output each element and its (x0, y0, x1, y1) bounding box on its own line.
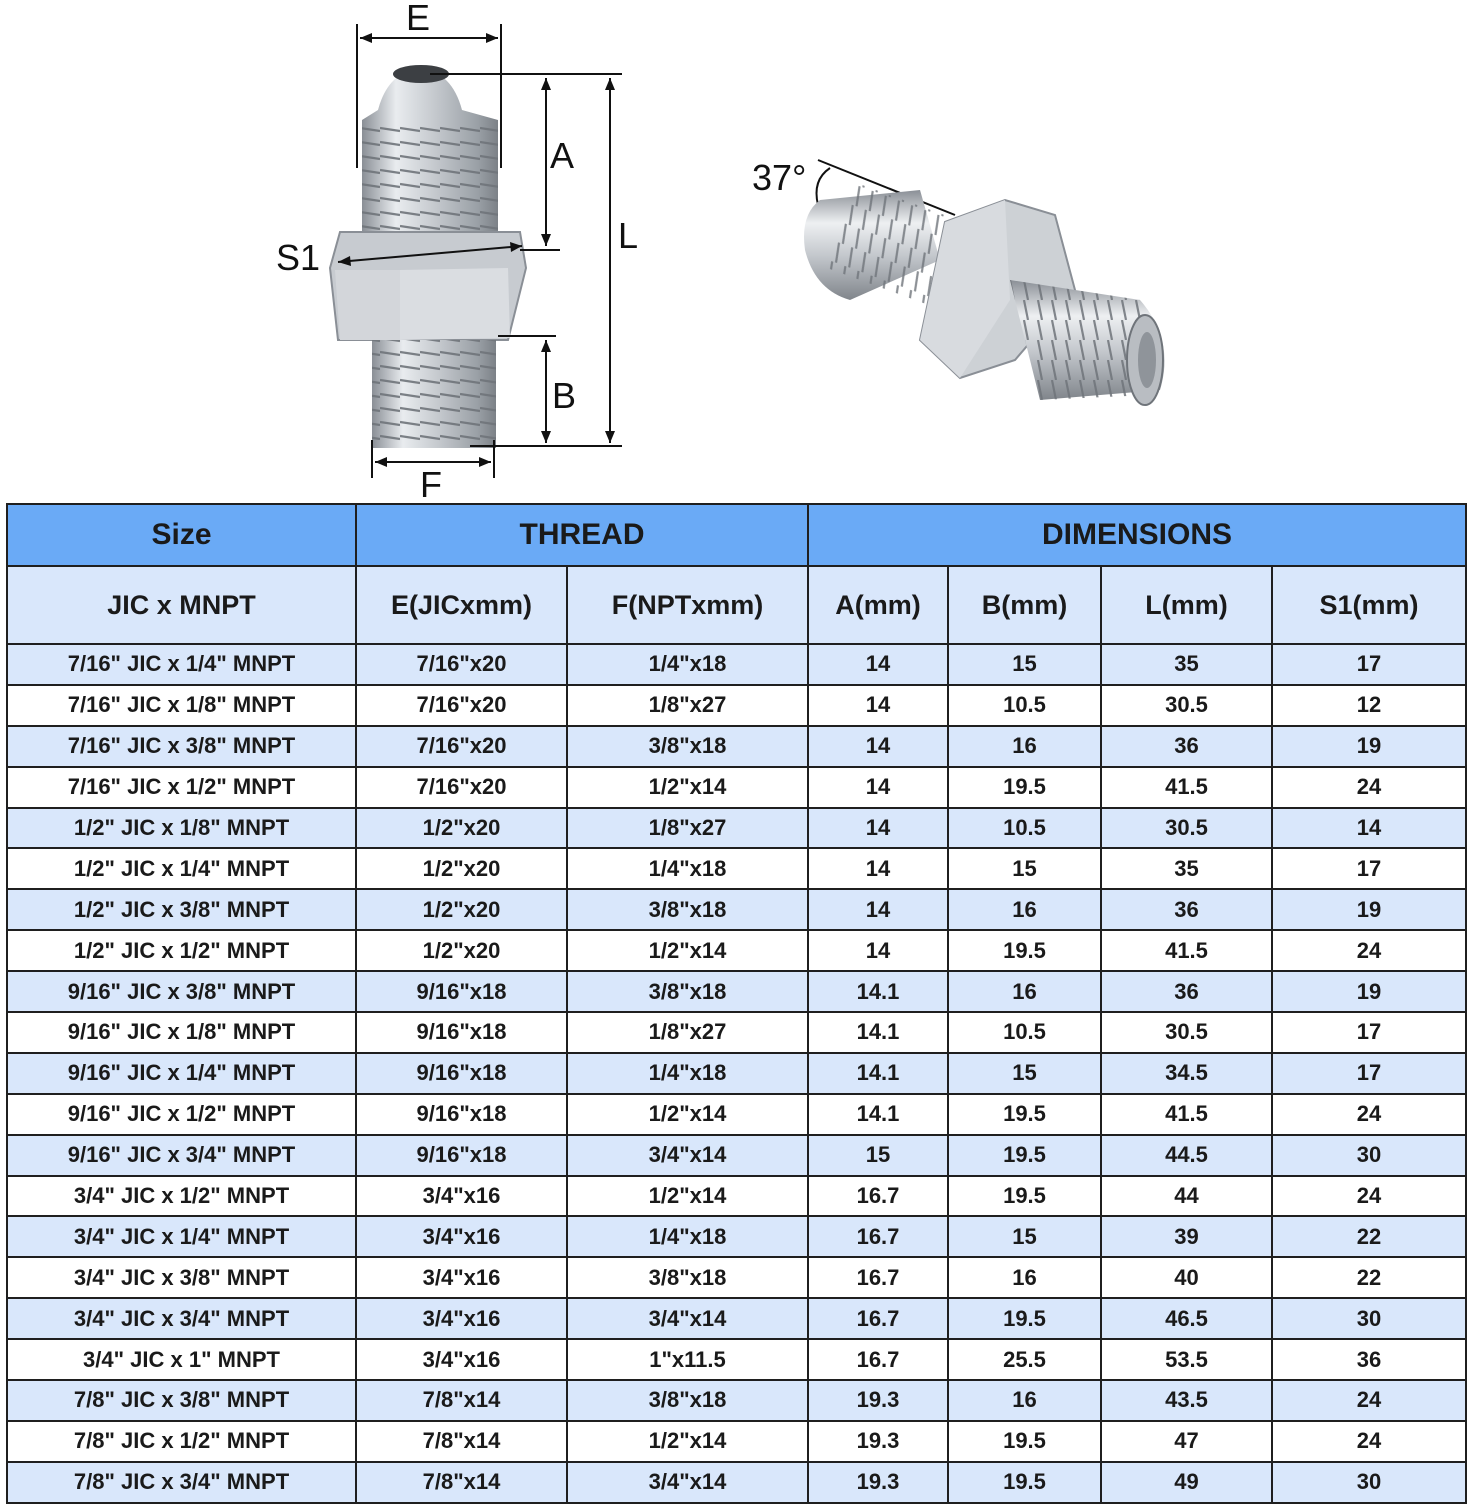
table-cell: 19 (1272, 889, 1466, 930)
table-cell: 1/2" JIC x 1/4" MNPT (7, 848, 356, 889)
table-cell: 19.5 (948, 1135, 1101, 1176)
table-cell: 1/2"x20 (356, 889, 567, 930)
table-cell: 14 (808, 848, 948, 889)
table-cell: 9/16"x18 (356, 971, 567, 1012)
table-cell: 15 (948, 644, 1101, 685)
table-row (7, 1298, 1466, 1339)
table-cell: 3/4"x16 (356, 1298, 567, 1339)
table-cell: 19.5 (948, 1176, 1101, 1217)
table-cell: 7/8"x14 (356, 1462, 567, 1503)
column-header: L(mm) (1101, 566, 1272, 644)
table-cell: 16.7 (808, 1176, 948, 1217)
table-row (7, 685, 1466, 726)
table-cell: 16.7 (808, 1216, 948, 1257)
column-header: S1(mm) (1272, 566, 1466, 644)
table-cell: 16.7 (808, 1339, 948, 1380)
table-cell: 17 (1272, 1053, 1466, 1094)
table-cell: 7/16" JIC x 1/2" MNPT (7, 767, 356, 808)
table-cell: 7/16"x20 (356, 644, 567, 685)
table-cell: 19.3 (808, 1380, 948, 1421)
table-cell: 7/8" JIC x 3/4" MNPT (7, 1462, 356, 1503)
label-E: E (406, 0, 431, 38)
table-cell: 19.5 (948, 1094, 1101, 1135)
table-row (7, 1380, 1466, 1421)
table-cell: 7/16"x20 (356, 685, 567, 726)
table-cell: 3/4"x14 (567, 1298, 808, 1339)
table-cell: 24 (1272, 1176, 1466, 1217)
table-cell: 9/16" JIC x 1/4" MNPT (7, 1053, 356, 1094)
table-cell: 1/2"x14 (567, 1094, 808, 1135)
table-cell: 24 (1272, 1094, 1466, 1135)
table-cell: 1/4"x18 (567, 1216, 808, 1257)
table-cell: 19 (1272, 726, 1466, 767)
table-cell: 1/4"x18 (567, 644, 808, 685)
table-cell: 19.3 (808, 1421, 948, 1462)
table-cell: 3/4"x14 (567, 1462, 808, 1503)
group-header-row (7, 504, 1466, 566)
table-cell: 1"x11.5 (567, 1339, 808, 1380)
dimensions-group-header: DIMENSIONS (808, 504, 1466, 566)
table-cell: 3/4"x16 (356, 1257, 567, 1298)
table-cell: 14 (808, 930, 948, 971)
table-cell: 44.5 (1101, 1135, 1272, 1176)
table-cell: 1/2" JIC x 1/8" MNPT (7, 808, 356, 849)
table-cell: 9/16"x18 (356, 1094, 567, 1135)
table-cell: 3/4" JIC x 3/8" MNPT (7, 1257, 356, 1298)
table-cell: 36 (1101, 889, 1272, 930)
table-cell: 24 (1272, 767, 1466, 808)
table-cell: 17 (1272, 644, 1466, 685)
fitting-diagram (0, 0, 1471, 500)
table-cell: 30 (1272, 1462, 1466, 1503)
table-cell: 1/8"x27 (567, 685, 808, 726)
label-L: L (618, 215, 639, 256)
table-cell: 14.1 (808, 971, 948, 1012)
table-cell: 19 (1272, 971, 1466, 1012)
table-cell: 7/16" JIC x 1/4" MNPT (7, 644, 356, 685)
table-cell: 16 (948, 889, 1101, 930)
fitting-drawing (0, 0, 1471, 500)
table-cell: 53.5 (1101, 1339, 1272, 1380)
table-row (7, 808, 1466, 849)
table-cell: 12 (1272, 685, 1466, 726)
table-cell: 44 (1101, 1176, 1272, 1217)
table-cell: 19.5 (948, 1421, 1101, 1462)
label-angle: 37° (752, 157, 807, 198)
label-S1: S1 (276, 237, 321, 278)
table-cell: 7/8" JIC x 1/2" MNPT (7, 1421, 356, 1462)
table-cell: 15 (948, 1053, 1101, 1094)
table-cell: 15 (948, 1216, 1101, 1257)
table-body (7, 644, 1466, 1503)
column-header: JIC x MNPT (7, 566, 356, 644)
table-cell: 9/16"x18 (356, 1012, 567, 1053)
table-cell: 3/4" JIC x 1/4" MNPT (7, 1216, 356, 1257)
table-cell: 16.7 (808, 1298, 948, 1339)
table-row (7, 644, 1466, 685)
table-cell: 14.1 (808, 1012, 948, 1053)
table-row (7, 1176, 1466, 1217)
table-row (7, 971, 1466, 1012)
table-row (7, 1216, 1466, 1257)
table-row (7, 1094, 1466, 1135)
table-cell: 3/4"x16 (356, 1216, 567, 1257)
table-cell: 43.5 (1101, 1380, 1272, 1421)
table-cell: 1/2"x14 (567, 1176, 808, 1217)
size-group-header: Size (7, 504, 356, 566)
table-row (7, 848, 1466, 889)
table-cell: 41.5 (1101, 930, 1272, 971)
table-cell: 1/2" JIC x 1/2" MNPT (7, 930, 356, 971)
dimension-table (6, 503, 1467, 1504)
table-cell: 14 (808, 767, 948, 808)
table-row (7, 1339, 1466, 1380)
table-cell: 3/4" JIC x 1/2" MNPT (7, 1176, 356, 1217)
table-cell: 14 (808, 889, 948, 930)
table-row (7, 930, 1466, 971)
table-cell: 1/4"x18 (567, 848, 808, 889)
table-cell: 1/2"x20 (356, 848, 567, 889)
table-cell: 3/8"x18 (567, 1380, 808, 1421)
table-row (7, 1012, 1466, 1053)
table-cell: 19.5 (948, 930, 1101, 971)
table-cell: 19.3 (808, 1462, 948, 1503)
table-cell: 15 (948, 848, 1101, 889)
table-cell: 9/16" JIC x 3/4" MNPT (7, 1135, 356, 1176)
table-cell: 1/2"x20 (356, 808, 567, 849)
table-cell: 7/8" JIC x 3/8" MNPT (7, 1380, 356, 1421)
label-B: B (552, 375, 577, 416)
table-row (7, 1053, 1466, 1094)
table-cell: 41.5 (1101, 767, 1272, 808)
table-cell: 24 (1272, 1421, 1466, 1462)
table-row (7, 1135, 1466, 1176)
table-cell: 36 (1272, 1339, 1466, 1380)
table-row (7, 767, 1466, 808)
table-cell: 17 (1272, 848, 1466, 889)
table-cell: 14.1 (808, 1094, 948, 1135)
table-cell: 7/16" JIC x 1/8" MNPT (7, 685, 356, 726)
table-cell: 30.5 (1101, 808, 1272, 849)
table-cell: 30 (1272, 1298, 1466, 1339)
table-cell: 36 (1101, 971, 1272, 1012)
table-cell: 30.5 (1101, 1012, 1272, 1053)
table-cell: 3/8"x18 (567, 971, 808, 1012)
table-cell: 14 (1272, 808, 1466, 849)
table-cell: 1/2" JIC x 3/8" MNPT (7, 889, 356, 930)
table-cell: 14 (808, 808, 948, 849)
table-cell: 3/8"x18 (567, 726, 808, 767)
table-cell: 14 (808, 644, 948, 685)
column-header: B(mm) (948, 566, 1101, 644)
label-F: F (420, 464, 442, 500)
table-cell: 16 (948, 1380, 1101, 1421)
front-view-fitting (330, 65, 526, 448)
table-cell: 49 (1101, 1462, 1272, 1503)
table-cell: 35 (1101, 644, 1272, 685)
table-cell: 15 (808, 1135, 948, 1176)
table-cell: 10.5 (948, 685, 1101, 726)
table-cell: 39 (1101, 1216, 1272, 1257)
table-cell: 14 (808, 685, 948, 726)
column-header: E(JICxmm) (356, 566, 567, 644)
table-cell: 19.5 (948, 767, 1101, 808)
table-cell: 9/16"x18 (356, 1135, 567, 1176)
table-cell: 9/16" JIC x 1/8" MNPT (7, 1012, 356, 1053)
table-cell: 24 (1272, 930, 1466, 971)
table-cell: 16 (948, 1257, 1101, 1298)
table-cell: 14 (808, 726, 948, 767)
table-cell: 1/2"x20 (356, 930, 567, 971)
table-cell: 10.5 (948, 1012, 1101, 1053)
table-cell: 35 (1101, 848, 1272, 889)
table-cell: 7/8"x14 (356, 1380, 567, 1421)
table-row (7, 1462, 1466, 1503)
table-cell: 1/4"x18 (567, 1053, 808, 1094)
table-cell: 1/2"x14 (567, 930, 808, 971)
table-cell: 46.5 (1101, 1298, 1272, 1339)
table-cell: 25.5 (948, 1339, 1101, 1380)
table-cell: 19.5 (948, 1298, 1101, 1339)
table-cell: 3/4"x14 (567, 1135, 808, 1176)
table-cell: 24 (1272, 1380, 1466, 1421)
angled-view-fitting (804, 182, 1165, 405)
table-cell: 9/16" JIC x 3/8" MNPT (7, 971, 356, 1012)
table-cell: 10.5 (948, 808, 1101, 849)
table-cell: 16 (948, 971, 1101, 1012)
column-header-row (7, 566, 1466, 644)
table-cell: 3/4"x16 (356, 1339, 567, 1380)
table-cell: 30 (1272, 1135, 1466, 1176)
table-cell: 1/8"x27 (567, 808, 808, 849)
label-A: A (550, 135, 575, 176)
table-cell: 19.5 (948, 1462, 1101, 1503)
column-header: A(mm) (808, 566, 948, 644)
table-row (7, 889, 1466, 930)
table-row (7, 1421, 1466, 1462)
thread-group-header: THREAD (356, 504, 808, 566)
table-cell: 7/8"x14 (356, 1421, 567, 1462)
table-cell: 34.5 (1101, 1053, 1272, 1094)
table-cell: 7/16"x20 (356, 767, 567, 808)
table-cell: 3/4"x16 (356, 1176, 567, 1217)
table-cell: 7/16"x20 (356, 726, 567, 767)
table-cell: 47 (1101, 1421, 1272, 1462)
table-cell: 1/8"x27 (567, 1012, 808, 1053)
table-cell: 14.1 (808, 1053, 948, 1094)
table-cell: 3/4" JIC x 3/4" MNPT (7, 1298, 356, 1339)
table-cell: 3/4" JIC x 1" MNPT (7, 1339, 356, 1380)
table-cell: 9/16" JIC x 1/2" MNPT (7, 1094, 356, 1135)
table-cell: 7/16" JIC x 3/8" MNPT (7, 726, 356, 767)
table-cell: 22 (1272, 1257, 1466, 1298)
table-cell: 17 (1272, 1012, 1466, 1053)
table-cell: 16.7 (808, 1257, 948, 1298)
table-cell: 36 (1101, 726, 1272, 767)
table-cell: 1/2"x14 (567, 1421, 808, 1462)
table-cell: 3/8"x18 (567, 1257, 808, 1298)
table-cell: 40 (1101, 1257, 1272, 1298)
table-row (7, 1257, 1466, 1298)
table-cell: 1/2"x14 (567, 767, 808, 808)
table-cell: 9/16"x18 (356, 1053, 567, 1094)
table-cell: 41.5 (1101, 1094, 1272, 1135)
table-row (7, 726, 1466, 767)
table-cell: 16 (948, 726, 1101, 767)
table-cell: 22 (1272, 1216, 1466, 1257)
table-cell: 30.5 (1101, 685, 1272, 726)
table-cell: 3/8"x18 (567, 889, 808, 930)
column-header: F(NPTxmm) (567, 566, 808, 644)
